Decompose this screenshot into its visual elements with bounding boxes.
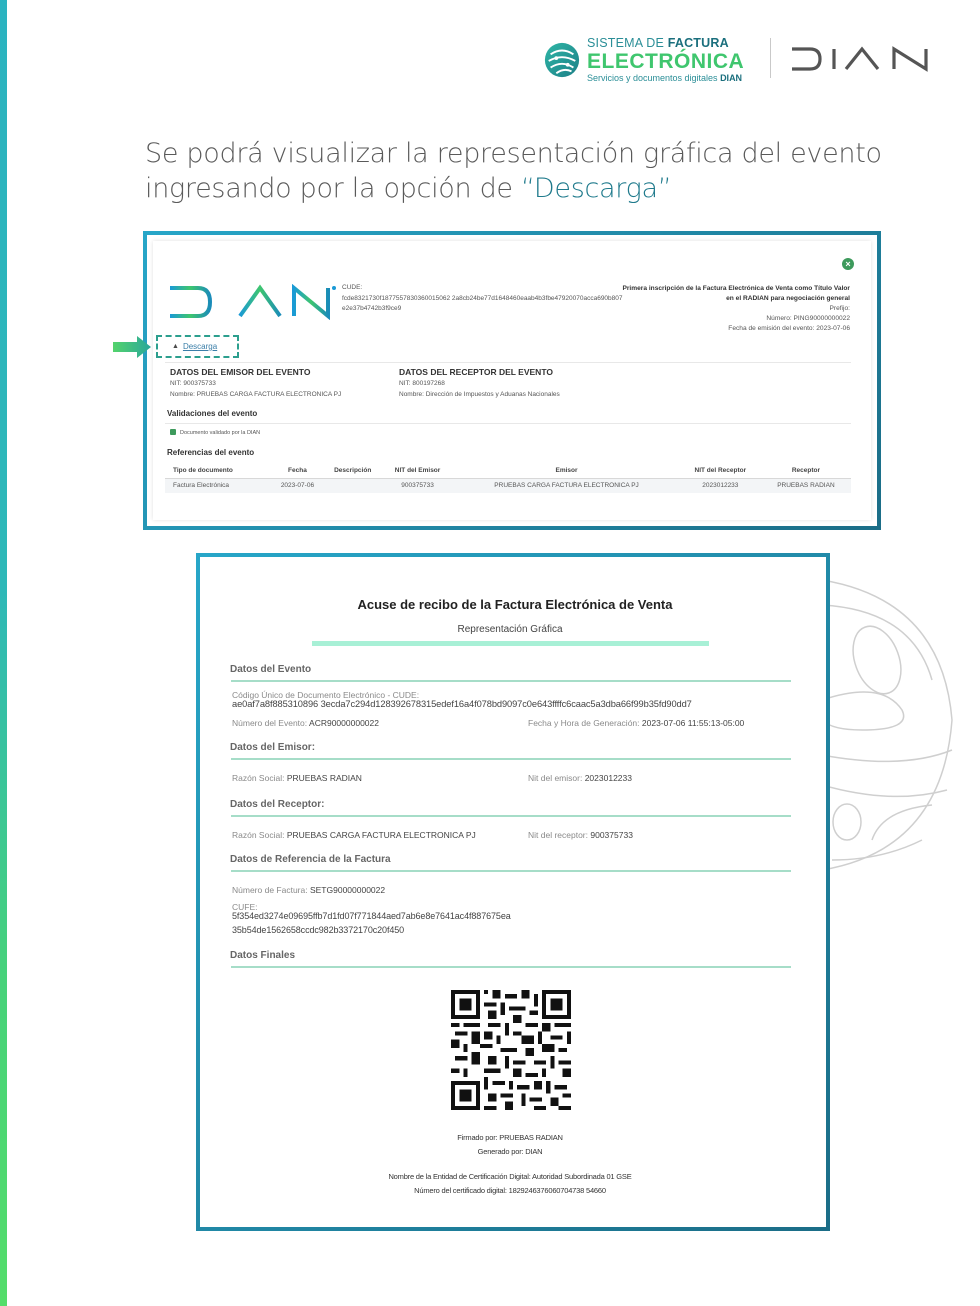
section-divider bbox=[231, 680, 791, 682]
col-tipo: Tipo de documento bbox=[165, 463, 271, 478]
check-icon bbox=[170, 429, 176, 435]
cufe-value-line-1: 5f354ed3274e09695ffb7d1fd07f771844aed7ab6e8e7641ac4f887675ea bbox=[232, 911, 511, 921]
section-receiver-heading: Datos del Receptor: bbox=[230, 799, 325, 810]
receiver-company: Razón Social: PRUEBAS CARGA FACTURA ELECTRONICA PJ bbox=[232, 830, 476, 840]
brand-line-2: ELECTRÓNICA bbox=[587, 49, 745, 73]
document-subtitle: Representación Gráfica bbox=[457, 624, 563, 635]
cell: 2023012233 bbox=[680, 478, 761, 493]
logo-divider bbox=[770, 38, 771, 78]
section-divider bbox=[231, 966, 791, 968]
event-datetime: Fecha y Hora de Generación: 2023-07-06 11:55:13-05:00 bbox=[528, 718, 745, 728]
section-emitter-heading: Datos del Emisor: bbox=[230, 742, 316, 753]
divider bbox=[165, 423, 851, 424]
portal-cude: CUDE: fcde8321730f1877557830360015062 2a8cb24be77d1648460eaab4b3fbe47920070acca690b807 e2e37b4742b3f9ce9 bbox=[342, 284, 623, 312]
receiver-heading: DATOS DEL RECEPTOR DEL EVENTO bbox=[399, 367, 553, 377]
invoice-number: Número de Factura: SETG90000000022 bbox=[232, 885, 386, 895]
cude-label: Código Único de Documento Electrónico - CUDE: bbox=[232, 690, 420, 700]
close-icon[interactable]: × bbox=[842, 258, 854, 270]
download-link[interactable]: Descarga bbox=[182, 342, 218, 351]
col-nit-emisor: NIT del Emisor bbox=[382, 463, 453, 478]
cufe-value-line-2: 35b54de1562658ccdc982b3372170c20f450 bbox=[232, 925, 405, 935]
event-number: Número del Evento: ACR90000000022 bbox=[232, 718, 379, 728]
dian-logo bbox=[790, 46, 938, 72]
receiver-nit: Nit del receptor: 900375733 bbox=[528, 830, 633, 840]
side-accent-bar bbox=[0, 0, 7, 1306]
col-descripcion: Descripción bbox=[324, 463, 382, 478]
title-underline bbox=[312, 641, 709, 646]
section-divider bbox=[231, 815, 791, 817]
certificate-number: Número del certificado digital: 1829246376060704738 54660 bbox=[414, 1186, 606, 1195]
emitter-name: Nombre: PRUEBAS CARGA FACTURA ELECTRONICA PJ bbox=[170, 391, 342, 398]
col-receptor: Receptor bbox=[761, 463, 851, 478]
col-nit-receptor: NIT del Receptor bbox=[680, 463, 761, 478]
section-divider bbox=[231, 870, 791, 872]
cell: PRUEBAS CARGA FACTURA ELECTRONICA PJ bbox=[453, 478, 680, 493]
sistema-factura-electronica-logo bbox=[543, 38, 744, 82]
section-final-heading: Datos Finales bbox=[230, 950, 296, 961]
heading-line-1: Se podrá visualizar la representación gráfica del evento bbox=[145, 138, 882, 169]
receiver-nit: NIT: 800197268 bbox=[399, 380, 445, 387]
divider bbox=[165, 362, 851, 363]
qr-code bbox=[451, 990, 571, 1110]
document-title: Acuse de recibo de la Factura Electrónica de Venta bbox=[357, 597, 673, 612]
certification-entity: Nombre de la Entidad de Certificación Digital: Autoridad Subordinada 01 GSE bbox=[388, 1172, 632, 1181]
download-button[interactable] bbox=[156, 335, 239, 358]
validation-item: Documento validado por la DIAN bbox=[170, 429, 260, 436]
section-divider bbox=[231, 758, 791, 760]
emitter-company: Razón Social: PRUEBAS RADIAN bbox=[232, 773, 362, 783]
generated-by: Generado por: DIAN bbox=[477, 1147, 543, 1156]
cell: 2023-07-06 bbox=[271, 478, 323, 493]
col-fecha: Fecha bbox=[271, 463, 323, 478]
table-row bbox=[165, 478, 851, 493]
col-emisor: Emisor bbox=[453, 463, 680, 478]
references-table bbox=[165, 463, 851, 493]
emitter-nit: Nit del emisor: 2023012233 bbox=[528, 773, 632, 783]
references-heading: Referencias del evento bbox=[167, 448, 255, 457]
cell: Factura Electrónica bbox=[165, 478, 271, 493]
cell: 900375733 bbox=[382, 478, 453, 493]
receiver-name: Nombre: Dirección de Impuestos y Aduanas Nacionales bbox=[399, 391, 560, 398]
brand-line-1: SISTEMA DE FACTURA bbox=[587, 36, 729, 51]
heading-line-2: ingresando por la opción de “Descarga” bbox=[145, 173, 672, 204]
arrow-right-icon bbox=[113, 336, 151, 358]
emitter-nit: NIT: 900375733 bbox=[170, 380, 216, 387]
signed-by: Firmado por: PRUEBAS RADIAN bbox=[457, 1133, 563, 1142]
section-event-heading: Datos del Evento bbox=[230, 664, 312, 675]
cell: PRUEBAS RADIAN bbox=[761, 478, 851, 493]
globe-watermark-icon bbox=[822, 560, 962, 880]
download-icon: ▲ bbox=[172, 343, 179, 350]
cude-value: ae0af7a8f885310896 3ecda7c294d128392678315edef16a4f078bd9097c0e643ffffc6caac5a3dba66f99b35fd90dd7 bbox=[232, 699, 692, 709]
dian-portal-logo bbox=[168, 284, 338, 320]
cufe-label: CUFE: bbox=[232, 902, 258, 912]
validations-heading: Validaciones del evento bbox=[167, 409, 258, 418]
page-heading bbox=[145, 136, 882, 206]
emitter-heading: DATOS DEL EMISOR DEL EVENTO bbox=[170, 367, 311, 377]
table-header-row bbox=[165, 463, 851, 478]
event-summary: Primera inscripción de la Factura Electrónica de Venta como Título Valor en el RADIAN para negociación general Prefijo: Número: PING90000000022 Fecha de emisión del evento: 2023-07-06 bbox=[622, 285, 850, 332]
brand-line-3: Servicios y documentos digitales DIAN bbox=[587, 72, 743, 83]
cell bbox=[324, 478, 382, 493]
globe-logo-icon bbox=[543, 41, 581, 79]
section-invoice-ref-heading: Datos de Referencia de la Factura bbox=[230, 854, 391, 865]
